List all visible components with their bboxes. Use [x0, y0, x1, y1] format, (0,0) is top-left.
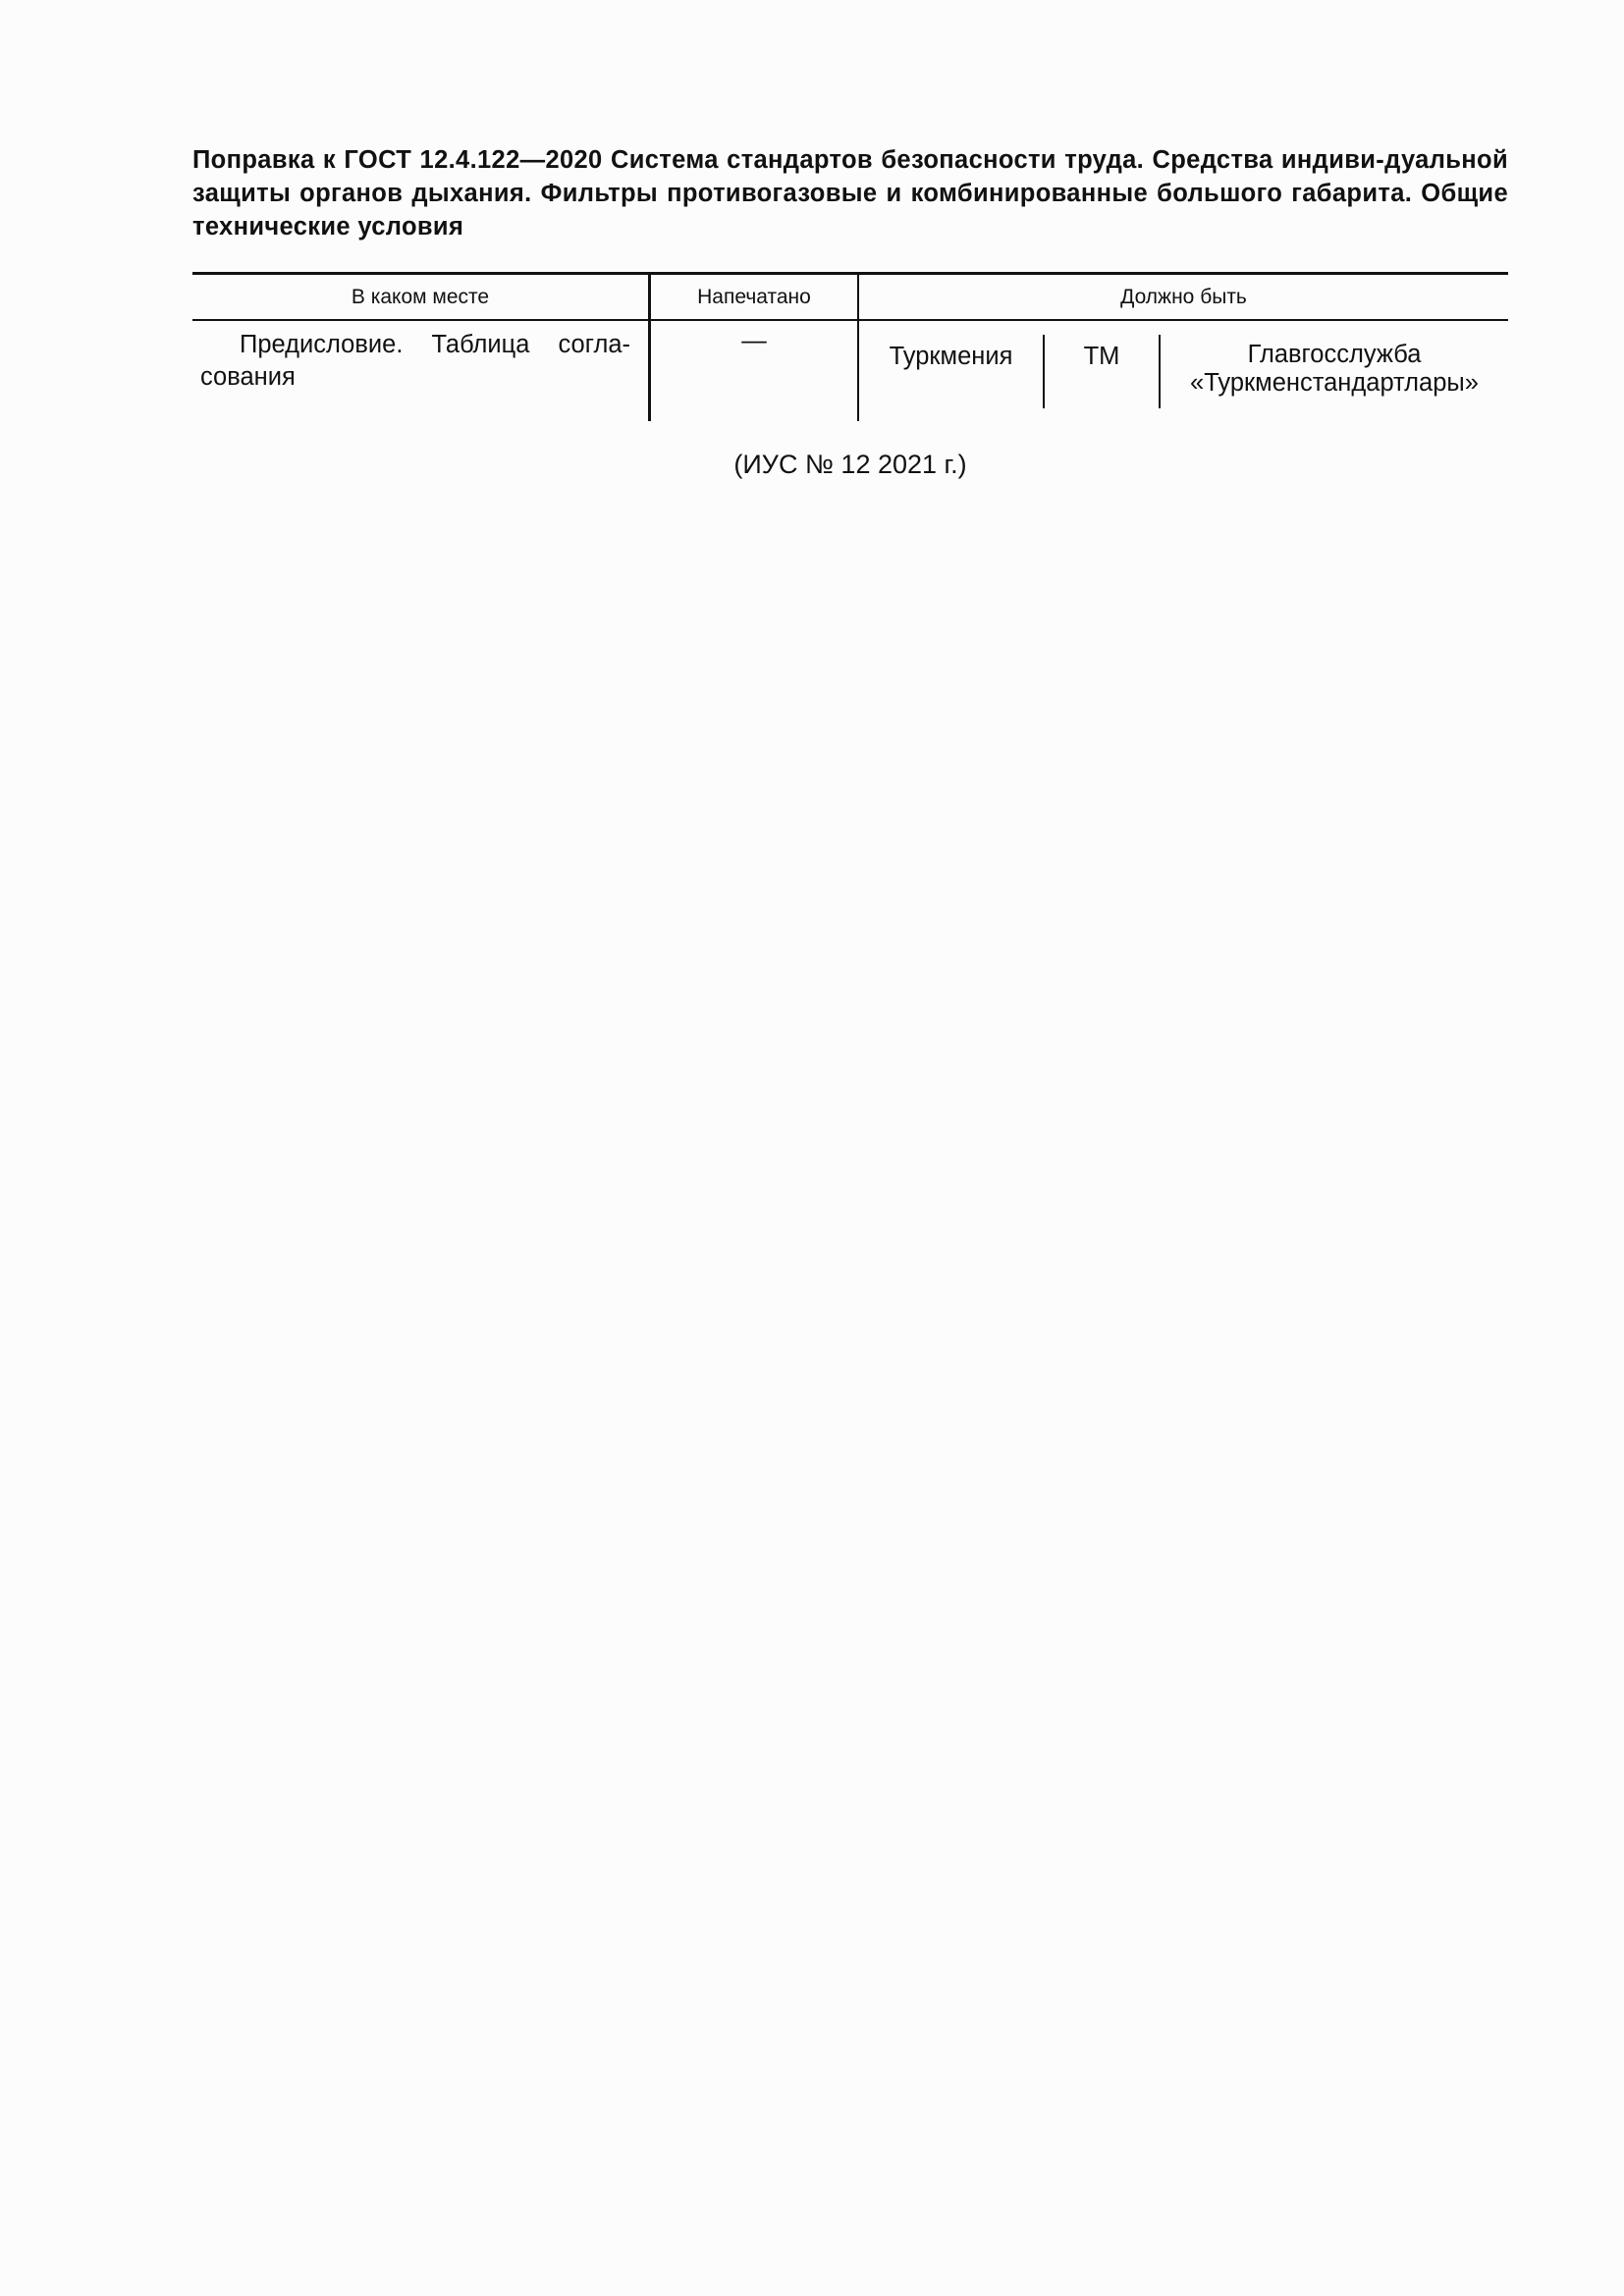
table-header-rule	[192, 319, 1508, 321]
correction-table	[192, 272, 1508, 421]
organization-line-2: «Туркменстандартлары»	[1190, 369, 1479, 397]
cell-place: Предисловие. Таблица согла-сования	[200, 331, 630, 391]
publication-reference: (ИУС № 12 2021 г.)	[733, 450, 967, 479]
table-top-rule	[192, 272, 1508, 275]
header-printed: Напечатано	[697, 286, 811, 308]
cell-country: Туркмения	[889, 343, 1013, 370]
organization-line-1: Главгосслужба	[1247, 341, 1422, 368]
cell-country-code: TM	[1083, 343, 1120, 370]
header-should-be: Должно быть	[1120, 286, 1247, 308]
header-place: В каком месте	[351, 286, 490, 308]
cell-printed: —	[741, 327, 767, 354]
correction-title: Поправка к ГОСТ 12.4.122—2020 Система стандартов безопасности труда. Средства индиви-дуальной защиты органов дыхания. Фильтры противогазовые и комбинированные большого габарита. Общие технические условия	[192, 146, 1508, 240]
cell-organization	[1161, 341, 1508, 398]
